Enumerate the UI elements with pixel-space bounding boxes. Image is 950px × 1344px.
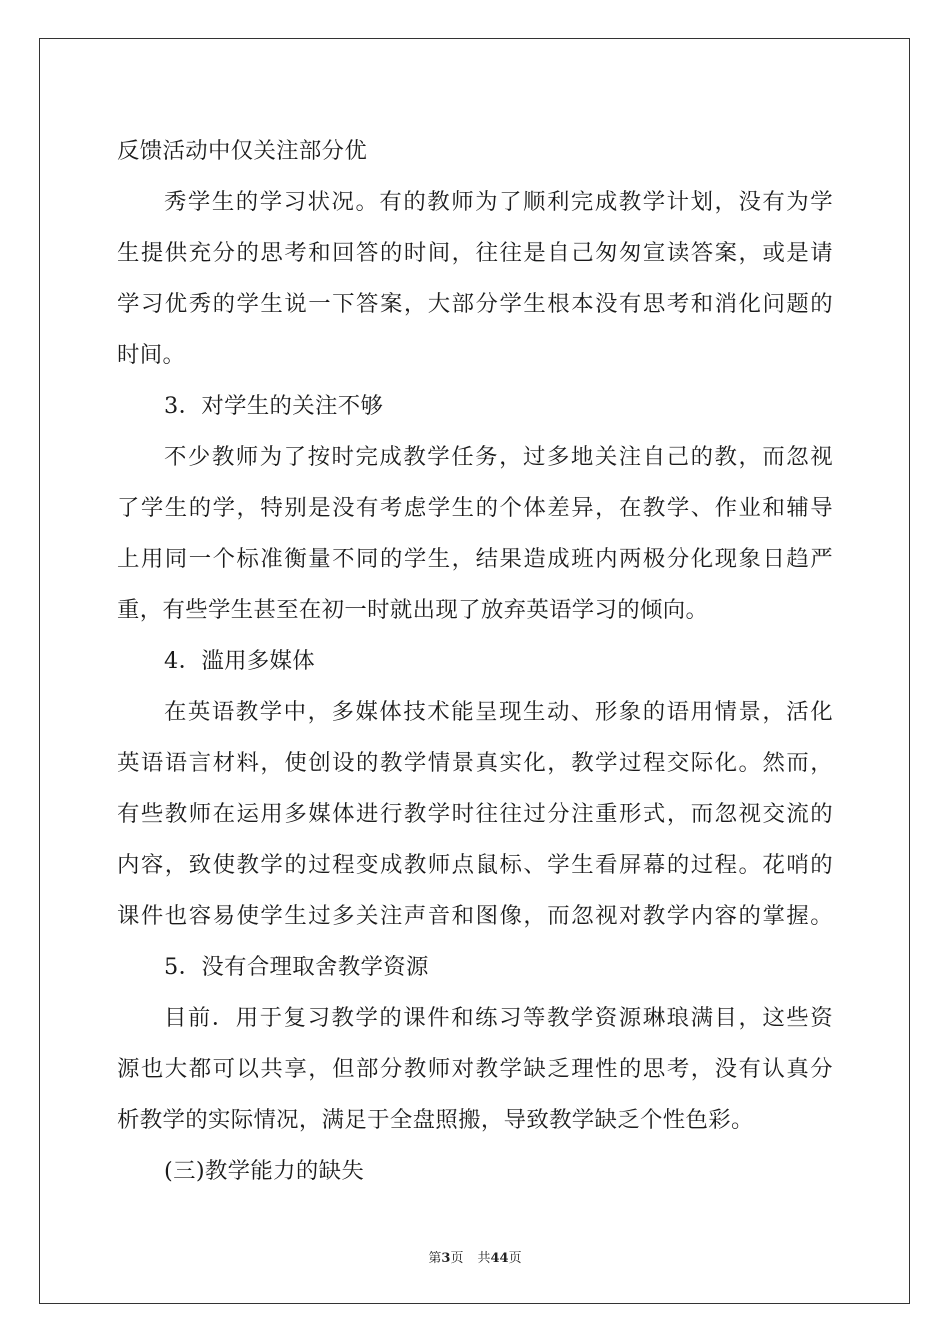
text-line: 不少教师为了按时完成教学任务，过多地关注自己的教，而忽视	[164, 444, 833, 470]
page-footer	[0, 1247, 950, 1266]
text-line: 反馈活动中仅关注部分优	[117, 138, 368, 164]
text-line: 在英语教学中，多媒体技术能呈现生动、形象的语用情景，活化	[164, 699, 833, 725]
text-line: 上用同一个标准衡量不同的学生，结果造成班内两极分化现象日趋严	[117, 546, 833, 572]
page-total: 44	[490, 1251, 509, 1266]
text-line: 有些教师在运用多媒体进行教学时往往过分注重形式，而忽视交流的	[117, 801, 833, 827]
text-line: 了学生的学，特别是没有考虑学生的个体差异，在教学、作业和辅导	[117, 495, 833, 521]
text-line: 重，有些学生甚至在初一时就出现了放弃英语学习的倾向。	[117, 597, 709, 623]
text-line: 课件也容易使学生过多关注声音和图像，而忽视对教学内容的掌握。	[117, 903, 833, 929]
page-suffix: 页	[450, 1251, 464, 1266]
text-line: 秀学生的学习状况。有的教师为了顺利完成教学计划，没有为学	[164, 189, 833, 215]
text-line: 时间。	[117, 342, 186, 368]
document-body	[117, 126, 833, 1197]
section-heading: 5．没有合理取舍教学资源	[164, 954, 429, 980]
section-heading: 3．对学生的关注不够	[164, 393, 384, 419]
page-prefix: 第	[428, 1251, 442, 1266]
text-line: 源也大都可以共享，但部分教师对教学缺乏理性的思考，没有认真分	[117, 1056, 833, 1082]
total-suffix: 页	[508, 1251, 522, 1266]
section-heading: 4．滥用多媒体	[164, 648, 316, 674]
section-heading: (三)教学能力的缺失	[164, 1158, 365, 1184]
page-current: 3	[441, 1251, 451, 1266]
text-line: 英语语言材料，使创设的教学情景真实化，教学过程交际化。然而，	[117, 750, 833, 776]
text-line: 生提供充分的思考和回答的时间，往往是自己匆匆宣读答案，或是请	[117, 240, 833, 266]
text-line: 析教学的实际情况，满足于全盘照搬，导致教学缺乏个性色彩。	[117, 1107, 754, 1133]
text-line: 目前．用于复习教学的课件和练习等教学资源琳琅满目，这些资	[164, 1005, 833, 1031]
text-line: 内容，致使教学的过程变成教师点鼠标、学生看屏幕的过程。花哨的	[117, 852, 833, 878]
total-prefix: 共	[477, 1251, 491, 1266]
text-line: 学习优秀的学生说一下答案，大部分学生根本没有思考和消化问题的	[117, 291, 833, 317]
